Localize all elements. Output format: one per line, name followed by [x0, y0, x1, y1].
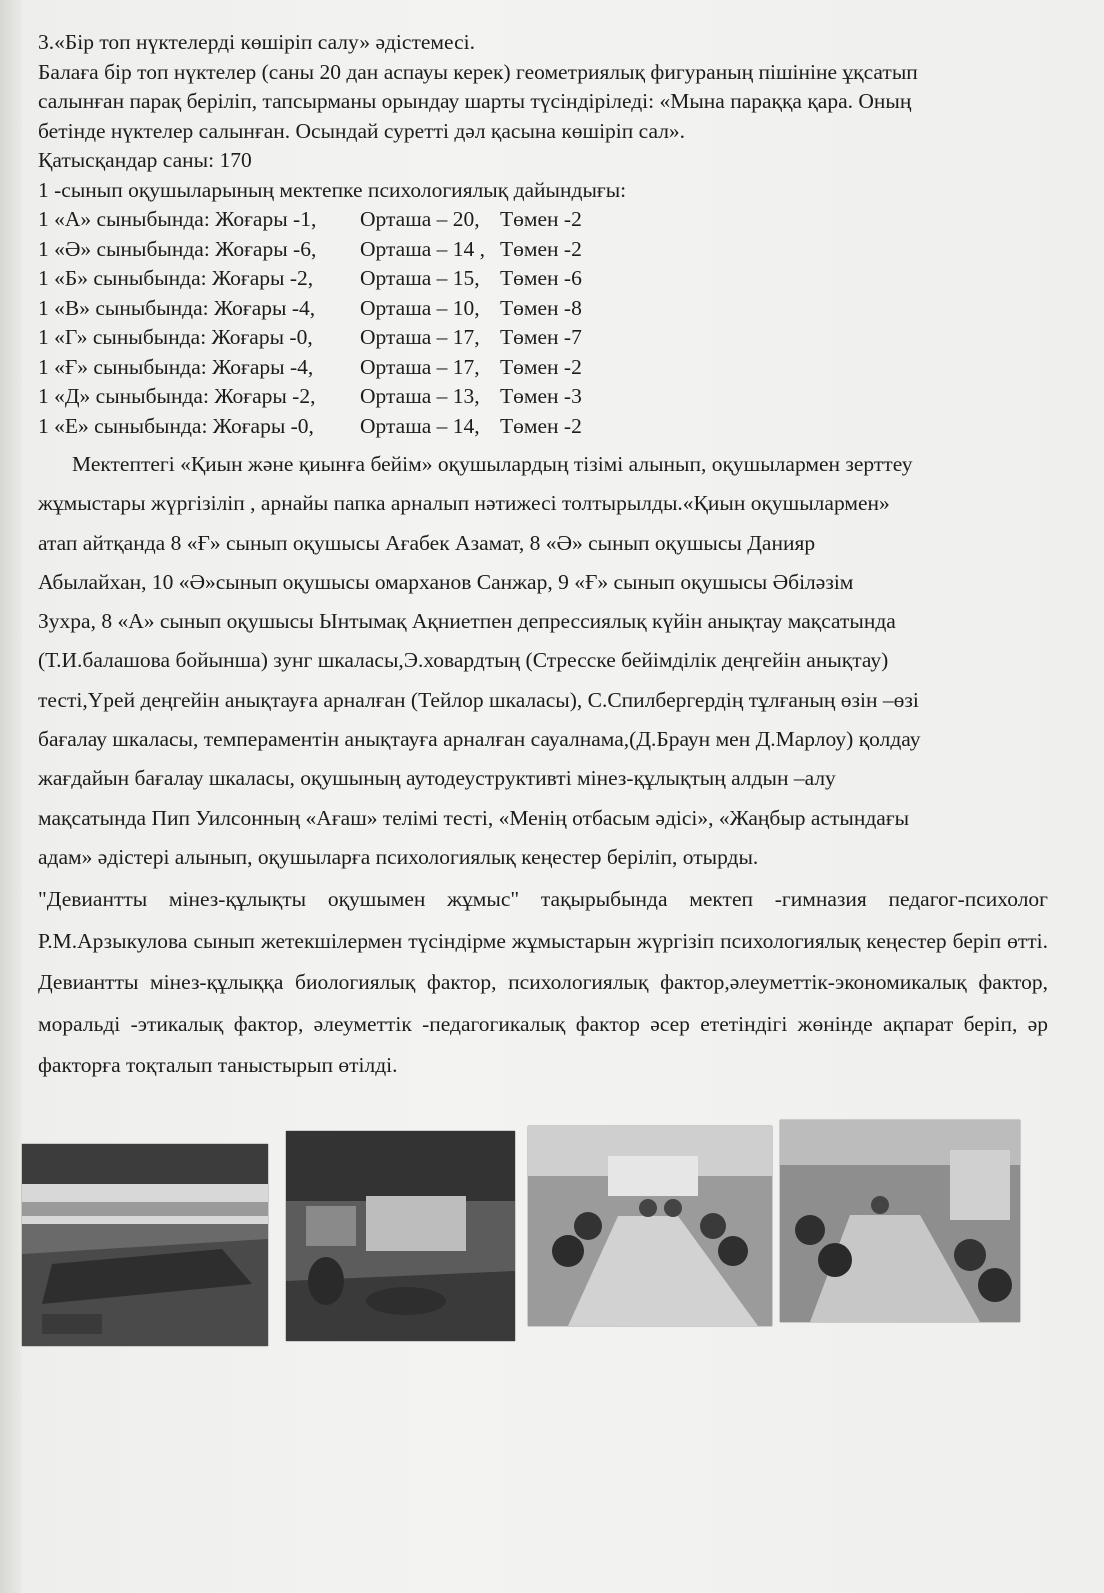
grade-row [38, 353, 1048, 383]
meeting-photo [528, 1126, 772, 1326]
grade-low: Төмен -2 [500, 354, 582, 379]
grade-low: Төмен -7 [500, 325, 582, 349]
paragraph-line: бағалау шкаласы, темпераментін анықтауға арналған сауалнама,(Д.Браун мен Д.Марлоу) қолдау [38, 727, 921, 752]
grade-row [38, 323, 1048, 353]
grade-mid: Орташа – 14 , [360, 236, 486, 261]
research-paragraph [38, 445, 1048, 877]
grade-mid: Орташа – 10, [360, 295, 480, 320]
grade-high: 1 «Е» сыныбында: Жоғары -0, [38, 413, 314, 438]
paragraph-line: атап айтқанда 8 «Ғ» сынып оқушысы Ағабек Азамат, 8 «Ә» сынып оқушысы Данияр [38, 530, 816, 555]
method-heading: 3.«Бір топ нүктелерді көшіріп салу» әдістемесі. [38, 30, 475, 54]
paragraph-line: Мектептегі «Қиын және қиынға бейім» оқушылардың тізімі алынып, оқушылармен зерттеу [72, 452, 913, 476]
meeting-photo [780, 1120, 1020, 1322]
paragraph-line: Абылайхан, 10 «Ә»сынып оқушысы омарханов Санжар, 9 «Ғ» сынып оқушысы Әбіләзім [38, 569, 854, 594]
document-text [38, 28, 1048, 1087]
paper-shadow-edge [0, 0, 22, 1593]
intro-line: бетінде нүктелер салынған. Осындай суретті дәл қасына көшіріп сал». [38, 118, 686, 143]
grade-row [38, 412, 1048, 442]
classroom-photo [22, 1144, 268, 1346]
paragraph-line: Зухра, 8 «А» сынып оқушысы Ынтымақ Ақниетпен депрессиялық күйін анықтау мақсатында [38, 609, 896, 634]
grade-mid: Орташа – 17, [360, 325, 480, 349]
paragraph-line: (Т.И.балашова бойынша) зунг шкаласы,Э.ховардтың (Стресске бейімділік деңгейін анықтау) [38, 648, 889, 673]
grade-high: 1 «Б» сыныбында: Жоғары -2, [38, 266, 314, 290]
grade-row [38, 294, 1048, 324]
grade-results-list [38, 205, 1048, 441]
paragraph-line: мақсатында Пип Уилсонның «Ағаш» телімі тесті, «Менің отбасым әдісі», «Жаңбыр астындағы [38, 805, 910, 830]
grade-row [38, 205, 1048, 235]
grade-row [38, 382, 1048, 412]
paragraph-line: тесті,Үрей деңгейін анықтауға арналған (Тейлор шкаласы), С.Спилбергердің тұлғаның өзін –өзі [38, 687, 919, 712]
grade-high: 1 «А» сыныбында: Жоғары -1, [38, 207, 317, 231]
classroom-photo [286, 1131, 515, 1341]
grade-row [38, 235, 1048, 265]
grade-mid: Орташа – 13, [360, 384, 480, 408]
grade-low: Төмен -6 [500, 266, 582, 290]
grade-low: Төмен -3 [500, 384, 582, 408]
grade-mid: Орташа – 17, [360, 354, 480, 379]
grade-high: 1 «В» сыныбында: Жоғары -4, [38, 295, 316, 320]
intro-line: салынған парақ беріліп, тапсырманы орындау шарты түсіндіріледі: «Мына параққа қара. Оның [38, 89, 912, 113]
grade-low: Төмен -2 [500, 207, 582, 231]
intro-line: Балаға бір топ нүктелер (саны 20 дан аспауы керек) геометриялық фигураның пішініне ұқсатып [38, 59, 918, 84]
grade-high: 1 «Ә» сыныбында: Жоғары -6, [38, 236, 317, 261]
grade-high: 1 «Ғ» сыныбында: Жоғары -4, [38, 354, 314, 379]
paragraph-line: жағдайын бағалау шкаласы, оқушының аутодеуструктивті мінез-құлықтың алдын –алу [38, 766, 836, 791]
readiness-title: 1 -сынып оқушыларының мектепке психологиялық дайындығы: [38, 177, 627, 202]
grade-low: Төмен -2 [500, 236, 582, 261]
deviant-behavior-paragraph: "Девиантты мінез-құлықты оқушымен жұмыс" тақырыбында мектеп -гимназия педагог-психолог Р.М.Арзыкулова сынып жетекшілермен түсіндірме жұмыстарын жүргізіп психологиялық кеңестер беріп өтті. Девиантты мінез-құлыққа биологиялық фактор, психологиялық фактор,әлеуметтік-экономикалық фактор, моральді -этикалық фактор, әлеуметтік -педагогикалық фактор әсер ететіндігі жөнінде ақпарат беріп, әр факторға тоқталып таныстырып өтілді. [38, 887, 1048, 1078]
grade-high: 1 «Г» сыныбында: Жоғары -0, [38, 325, 313, 349]
grade-mid: Орташа – 14, [360, 413, 480, 438]
participants-count: Қатысқандар саны: 170 [38, 148, 252, 172]
grade-low: Төмен -2 [500, 413, 582, 438]
grade-mid: Орташа – 20, [360, 207, 480, 231]
grade-high: 1 «Д» сыныбында: Жоғары -2, [38, 384, 316, 408]
paragraph-line: жұмыстары жүргізіліп , арнайы папка арналып нәтижесі толтырылды.«Қиын оқушылармен» [38, 491, 890, 516]
grade-low: Төмен -8 [500, 295, 582, 320]
grade-mid: Орташа – 15, [360, 266, 480, 290]
photo-strip [20, 1138, 1040, 1358]
paragraph-line: адам» әдістері алынып, оқушыларға психологиялық кеңестер беріліп, отырды. [38, 844, 759, 869]
grade-row [38, 264, 1048, 294]
